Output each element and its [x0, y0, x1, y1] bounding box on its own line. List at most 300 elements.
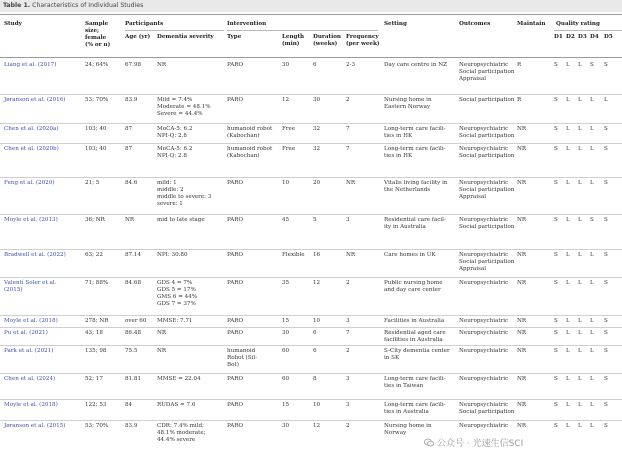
cell-intervention-type: Robot (Sil-: [227, 355, 258, 361]
cell-outcomes: Neuropsychiatric: [459, 348, 509, 354]
cell-sample-size: 36; NR: [85, 217, 105, 223]
cell-sample-size: 53; 70%: [85, 423, 109, 429]
cell-maintain: NR: [517, 348, 527, 354]
cell-outcomes: Social participation: [459, 69, 515, 75]
study-link[interactable]: Jøranson et al. (2016): [4, 97, 66, 103]
table-rule: [0, 345, 622, 346]
cell-setting: facilities in Australia: [384, 337, 443, 343]
cell-length: 35: [282, 280, 290, 286]
header-d5: D5: [604, 34, 613, 40]
cell-maintain: R: [517, 97, 522, 103]
cell-dementia-severity: middle: 2: [157, 187, 184, 193]
cell-quality-d2: L: [566, 280, 570, 286]
cell-quality-d1: S: [554, 97, 558, 103]
header-intervention: Intervention: [227, 21, 267, 27]
header-duration: Duration: [313, 34, 341, 40]
cell-setting: S-City dementia center: [384, 348, 450, 354]
cell-length: 45: [282, 217, 290, 223]
cell-duration: 6: [313, 348, 317, 354]
header-setting: Setting: [384, 21, 407, 27]
cell-outcomes: Social participation: [459, 409, 515, 415]
header-length: (min): [282, 41, 300, 47]
cell-duration: 6: [313, 330, 317, 336]
cell-quality-d4: L: [590, 97, 594, 103]
cell-quality-d4: L: [590, 376, 594, 382]
cell-outcomes: Neuropsychiatric: [459, 318, 509, 324]
cell-outcomes: Appraisal: [459, 266, 486, 272]
cell-outcomes: Social participation: [459, 187, 515, 193]
cell-setting: Nursing home in: [384, 97, 432, 103]
header-group-rule: [554, 30, 622, 31]
cell-setting: ity in Australia: [384, 224, 426, 230]
cell-quality-d5: L: [604, 97, 608, 103]
cell-quality-d3: L: [578, 146, 582, 152]
cell-quality-d1: S: [554, 126, 558, 132]
cell-age: 87.14: [125, 252, 142, 258]
cell-intervention-type: PARO: [227, 330, 244, 336]
cell-intervention-type: (Kabochan): [227, 153, 260, 159]
cell-dementia-severity: GDS 5 = 17%: [157, 287, 196, 293]
cell-sample-size: 103; 40: [85, 126, 107, 132]
cell-quality-d2: L: [566, 348, 570, 354]
cell-quality-d3: L: [578, 180, 582, 186]
table-rule: [0, 14, 622, 15]
cell-quality-d4: L: [590, 146, 594, 152]
cell-duration: 20: [313, 180, 321, 186]
cell-intervention-type: (Kabochan): [227, 133, 260, 139]
cell-intervention-type: PARO: [227, 180, 244, 186]
table-rule: [0, 94, 622, 95]
header-sample-size: (% or n): [85, 42, 111, 48]
cell-quality-d2: L: [566, 146, 570, 152]
cell-maintain: NR: [517, 252, 527, 258]
cell-setting: Residential aged care: [384, 330, 446, 336]
cell-quality-d3: L: [578, 318, 582, 324]
cell-outcomes: Neuropsychiatric: [459, 217, 509, 223]
study-link[interactable]: Pu et al. (2021): [4, 330, 48, 336]
cell-setting: ties in HK: [384, 133, 413, 139]
cell-quality-d1: S: [554, 348, 558, 354]
cell-quality-d4: L: [590, 423, 594, 429]
cell-duration: 12: [313, 280, 321, 286]
cell-quality-d5: S: [604, 180, 608, 186]
cell-setting: Long-term care facili-: [384, 146, 446, 152]
cell-quality-d5: S: [604, 330, 608, 336]
cell-dementia-severity: NPI-Q: 2.8: [157, 153, 187, 159]
cell-intervention-type: Bot): [227, 362, 239, 368]
cell-age: NR: [125, 217, 135, 223]
study-link[interactable]: Jøranson et al. (2015): [4, 423, 66, 429]
cell-quality-d2: L: [566, 330, 570, 336]
cell-age: 75.5: [125, 348, 138, 354]
cell-quality-d3: L: [578, 97, 582, 103]
study-link[interactable]: (2015): [4, 287, 23, 293]
cell-quality-d1: S: [554, 252, 558, 258]
cell-quality-d5: S: [604, 280, 608, 286]
table-rule: [0, 57, 622, 58]
cell-length: Flexible: [282, 252, 305, 258]
header-frequency: (per week): [346, 41, 380, 47]
cell-sample-size: 21; 5: [85, 180, 100, 186]
cell-dementia-severity: MoCA-5: 6.2: [157, 126, 193, 132]
study-link[interactable]: Valentí Soler et al.: [4, 280, 57, 286]
cell-quality-d1: S: [554, 330, 558, 336]
cell-quality-d2: L: [566, 252, 570, 258]
header-dementia-severity: Dementia severity: [157, 34, 214, 40]
cell-length: 15: [282, 402, 290, 408]
cell-dementia-severity: GMS 6 = 44%: [157, 294, 198, 300]
cell-maintain: R: [517, 62, 522, 68]
cell-quality-d5: S: [604, 62, 608, 68]
cell-age: over 60: [125, 318, 147, 324]
study-link[interactable]: Feng et al. (2020): [4, 180, 55, 186]
cell-sample-size: 43; 18: [85, 330, 103, 336]
cell-dementia-severity: mid to late stage: [157, 217, 205, 223]
cell-setting: Facilities in Australia: [384, 318, 445, 324]
header-d3: D3: [578, 34, 587, 40]
cell-dementia-severity: NPI: 30.80: [157, 252, 188, 258]
cell-duration: 12: [313, 423, 321, 429]
cell-maintain: NR: [517, 330, 527, 336]
cell-quality-d5: S: [604, 348, 608, 354]
cell-quality-d5: S: [604, 252, 608, 258]
cell-length: 30: [282, 62, 290, 68]
study-link[interactable]: Moyle et al. (2018): [4, 318, 58, 324]
table-rule: [0, 399, 622, 400]
cell-maintain: NR: [517, 402, 527, 408]
table-rule: [0, 277, 622, 278]
cell-setting: and day care center: [384, 287, 441, 293]
table-rule: [0, 420, 622, 421]
cell-age: 86.48: [125, 330, 142, 336]
cell-quality-d2: L: [566, 62, 570, 68]
study-link[interactable]: Liang et al. (2017): [4, 62, 57, 68]
cell-outcomes: Neuropsychiatric: [459, 62, 509, 68]
cell-quality-d3: L: [578, 62, 582, 68]
header-maintain: Maintain: [517, 21, 546, 27]
cell-quality-d1: S: [554, 318, 558, 324]
cell-intervention-type: humanoid robot: [227, 126, 273, 132]
cell-quality-d2: L: [566, 376, 570, 382]
cell-length: 10: [282, 180, 290, 186]
cell-quality-d2: L: [566, 423, 570, 429]
cell-frequency: 3: [346, 318, 350, 324]
cell-age: 84: [125, 402, 133, 408]
cell-frequency: 2: [346, 97, 350, 103]
cell-sample-size: 63; 22: [85, 252, 103, 258]
cell-intervention-type: PARO: [227, 423, 244, 429]
cell-length: 30: [282, 423, 290, 429]
cell-dementia-severity: GDS 4 = 7%: [157, 280, 193, 286]
cell-age: 87: [125, 146, 133, 152]
cell-quality-d5: S: [604, 217, 608, 223]
cell-quality-d2: L: [566, 318, 570, 324]
cell-outcomes: Neuropsychiatric: [459, 402, 509, 408]
cell-sample-size: 53; 70%: [85, 97, 109, 103]
cell-outcomes: Social participation: [459, 259, 515, 265]
cell-frequency: NR: [346, 252, 356, 258]
header-d2: D2: [566, 34, 575, 40]
cell-age: 81.81: [125, 376, 142, 382]
cell-outcomes: Neuropsychiatric: [459, 180, 509, 186]
cell-frequency: 7: [346, 146, 350, 152]
cell-setting: Vitalis living facility in: [384, 180, 448, 186]
cell-duration: 6: [313, 62, 317, 68]
cell-dementia-severity: GDS 7 = 37%: [157, 301, 196, 307]
cell-intervention-type: humanoid robot: [227, 146, 273, 152]
caption-label: Table 1.: [3, 2, 31, 9]
cell-outcomes: Neuropsychiatric: [459, 252, 509, 258]
study-link[interactable]: Chen et al. (2020a): [4, 126, 59, 132]
cell-frequency: 2-3: [346, 62, 356, 68]
cell-length: Free: [282, 146, 296, 152]
cell-sample-size: 135; 98: [85, 348, 107, 354]
cell-quality-d1: S: [554, 376, 558, 382]
study-link[interactable]: Chen et al. (2024): [4, 376, 56, 382]
cell-outcomes: Neuropsychiatric: [459, 423, 509, 429]
cell-dementia-severity: NR: [157, 330, 167, 336]
cell-setting: Long-term care facili-: [384, 126, 446, 132]
cell-frequency: 7: [346, 126, 350, 132]
cell-frequency: 2: [346, 280, 350, 286]
study-link[interactable]: Bradwell et al. (2022): [4, 252, 66, 258]
header-study: Study: [4, 21, 22, 27]
cell-setting: the Netherlands: [384, 187, 431, 193]
header-group-rule: [125, 30, 224, 31]
cell-quality-d4: S: [590, 217, 594, 223]
cell-outcomes: Social participation: [459, 153, 515, 159]
cell-intervention-type: PARO: [227, 217, 244, 223]
cell-length: 15: [282, 318, 290, 324]
cell-quality-d3: L: [578, 217, 582, 223]
cell-quality-d4: L: [590, 126, 594, 132]
header-quality-rating: Quality rating: [556, 21, 600, 27]
cell-quality-d3: L: [578, 330, 582, 336]
cell-sample-size: 278; NR: [85, 318, 109, 324]
study-link[interactable]: Chen et al. (2020b): [4, 146, 59, 152]
cell-quality-d5: S: [604, 376, 608, 382]
header-type: Type: [227, 34, 242, 40]
cell-sample-size: 122; 53: [85, 402, 107, 408]
cell-quality-d3: L: [578, 126, 582, 132]
cell-length: 30: [282, 330, 290, 336]
watermark: [424, 437, 622, 450]
cell-setting: Day care centre in NZ: [384, 62, 447, 68]
cell-quality-d5: S: [604, 423, 608, 429]
cell-quality-d1: S: [554, 217, 558, 223]
cell-outcomes: Neuropsychiatric: [459, 126, 509, 132]
header-frequency: Frequency: [346, 34, 379, 40]
cell-dementia-severity: MMSE = 22.04: [157, 376, 201, 382]
cell-quality-d4: L: [590, 348, 594, 354]
cell-sample-size: 52; 17: [85, 376, 103, 382]
cell-quality-d3: L: [578, 402, 582, 408]
cell-quality-d2: L: [566, 126, 570, 132]
header-outcomes: Outcomes: [459, 21, 491, 27]
cell-dementia-severity: 48.1% moderate;: [157, 430, 206, 436]
cell-maintain: NR: [517, 126, 527, 132]
cell-quality-d5: S: [604, 146, 608, 152]
cell-dementia-severity: NR: [157, 62, 167, 68]
cell-age: 84.68: [125, 280, 142, 286]
table-rule: [0, 327, 622, 328]
cell-outcomes: Neuropsychiatric: [459, 280, 509, 286]
header-d1: D1: [554, 34, 563, 40]
cell-length: Free: [282, 126, 296, 132]
cell-maintain: NR: [517, 280, 527, 286]
cell-frequency: 3: [346, 217, 350, 223]
cell-age: 84.6: [125, 180, 138, 186]
cell-outcomes: Social participation: [459, 224, 515, 230]
cell-frequency: NR: [346, 180, 356, 186]
cell-dementia-severity: Mild = 7.4%: [157, 97, 193, 103]
table-rule: [0, 249, 622, 250]
cell-frequency: 3: [346, 402, 350, 408]
cell-quality-d1: S: [554, 62, 558, 68]
cell-intervention-type: PARO: [227, 376, 244, 382]
cell-outcomes: Neuropsychiatric: [459, 146, 509, 152]
cell-intervention-type: PARO: [227, 62, 244, 68]
cell-maintain: NR: [517, 376, 527, 382]
cell-dementia-severity: CDR: 7.4% mild;: [157, 423, 204, 429]
header-sample-size: Sample: [85, 21, 109, 27]
study-link[interactable]: Moyle et al. (2013): [4, 217, 58, 223]
cell-frequency: 3: [346, 376, 350, 382]
cell-outcomes: Neuropsychiatric: [459, 330, 509, 336]
cell-sample-size: 24; 64%: [85, 62, 109, 68]
cell-dementia-severity: NPI-Q: 2.8: [157, 133, 187, 139]
cell-duration: 32: [313, 146, 321, 152]
cell-quality-d5: S: [604, 402, 608, 408]
cell-quality-d3: L: [578, 423, 582, 429]
study-link[interactable]: Moyle et al. (2018): [4, 402, 58, 408]
cell-quality-d5: S: [604, 126, 608, 132]
cell-length: 60: [282, 348, 290, 354]
cell-dementia-severity: severe: 1: [157, 201, 183, 207]
cell-dementia-severity: Moderate = 48.1%: [157, 104, 211, 110]
cell-quality-d1: S: [554, 180, 558, 186]
table-rule: [0, 373, 622, 374]
cell-intervention-type: PARO: [227, 318, 244, 324]
cell-outcomes: Neuropsychiatric: [459, 376, 509, 382]
table-rule: [0, 123, 622, 124]
cell-setting: Eastern Norway: [384, 104, 431, 110]
cell-quality-d4: L: [590, 280, 594, 286]
cell-age: 87: [125, 126, 133, 132]
cell-maintain: NR: [517, 318, 527, 324]
cell-setting: ties in HK: [384, 153, 413, 159]
cell-outcomes: Social participation: [459, 133, 515, 139]
header-group-rule: [227, 30, 378, 31]
cell-quality-d2: L: [566, 402, 570, 408]
cell-quality-d4: L: [590, 318, 594, 324]
cell-quality-d3: L: [578, 348, 582, 354]
cell-dementia-severity: 44.4% severe: [157, 437, 196, 443]
cell-sample-size: 71; 88%: [85, 280, 109, 286]
cell-setting: Residential care facil-: [384, 217, 446, 223]
cell-dementia-severity: NR: [157, 348, 167, 354]
cell-quality-d3: L: [578, 376, 582, 382]
header-sample-size: size;: [85, 28, 100, 34]
header-d4: D4: [590, 34, 599, 40]
cell-intervention-type: PARO: [227, 402, 244, 408]
cell-dementia-severity: RUDAS = 7.6: [157, 402, 196, 408]
cell-age: 83.9: [125, 423, 138, 429]
cell-quality-d1: S: [554, 280, 558, 286]
cell-quality-d5: S: [604, 318, 608, 324]
cell-setting: ties in Taiwan: [384, 383, 424, 389]
cell-age: 83.9: [125, 97, 138, 103]
cell-age: 67.98: [125, 62, 142, 68]
cell-setting: Norway: [384, 430, 407, 436]
cell-quality-d2: L: [566, 217, 570, 223]
header-length: Length: [282, 34, 305, 40]
cell-setting: Public nursing home: [384, 280, 443, 286]
wechat-icon: [424, 438, 434, 447]
cell-maintain: NR: [517, 180, 527, 186]
cell-setting: Long-term care facili-: [384, 376, 446, 382]
cell-duration: 16: [313, 252, 321, 258]
table-rule: [0, 214, 622, 215]
cell-intervention-type: PARO: [227, 252, 244, 258]
cell-outcomes: Appraisal: [459, 194, 486, 200]
cell-quality-d4: S: [590, 62, 594, 68]
study-link[interactable]: Park et al. (2021): [4, 348, 54, 354]
cell-dementia-severity: mild: 1: [157, 180, 177, 186]
cell-quality-d3: L: [578, 280, 582, 286]
cell-quality-d1: S: [554, 402, 558, 408]
header-age: Age (yr): [125, 34, 151, 40]
cell-setting: in SK: [384, 355, 400, 361]
cell-dementia-severity: MMSE: 7.71: [157, 318, 193, 324]
cell-quality-d4: L: [590, 402, 594, 408]
cell-dementia-severity: MoCA-5: 6.2: [157, 146, 193, 152]
cell-setting: Long-term care facili-: [384, 402, 446, 408]
cell-frequency: 2: [346, 348, 350, 354]
header-participants: Participants: [125, 21, 164, 27]
cell-intervention-type: PARO: [227, 280, 244, 286]
cell-duration: 30: [313, 97, 321, 103]
cell-intervention-type: humanoid: [227, 348, 256, 354]
cell-setting: Care homes in UK: [384, 252, 436, 258]
cell-duration: 8: [313, 376, 317, 382]
cell-quality-d1: S: [554, 146, 558, 152]
cell-duration: 10: [313, 318, 321, 324]
cell-quality-d1: S: [554, 423, 558, 429]
cell-sample-size: 103; 40: [85, 146, 107, 152]
cell-frequency: 2: [346, 423, 350, 429]
cell-quality-d4: L: [590, 180, 594, 186]
cell-outcomes: Appraisal: [459, 76, 486, 82]
cell-dementia-severity: middle to severe: 3: [157, 194, 212, 200]
cell-length: 60: [282, 376, 290, 382]
cell-maintain: NR: [517, 423, 527, 429]
table-rule: [0, 315, 622, 316]
cell-quality-d2: L: [566, 180, 570, 186]
cell-quality-d4: L: [590, 330, 594, 336]
cell-maintain: NR: [517, 146, 527, 152]
cell-setting: ties in Australia: [384, 409, 429, 415]
cell-maintain: NR: [517, 217, 527, 223]
caption-text: Characteristics of Individual Studies: [32, 2, 144, 9]
cell-duration: 32: [313, 126, 321, 132]
table-caption: [0, 0, 622, 12]
cell-dementia-severity: Severe = 44.4%: [157, 111, 203, 117]
header-duration: (weeks): [313, 41, 338, 47]
cell-setting: Nursing home in: [384, 423, 432, 429]
table-rule: [0, 143, 622, 144]
cell-frequency: 7: [346, 330, 350, 336]
